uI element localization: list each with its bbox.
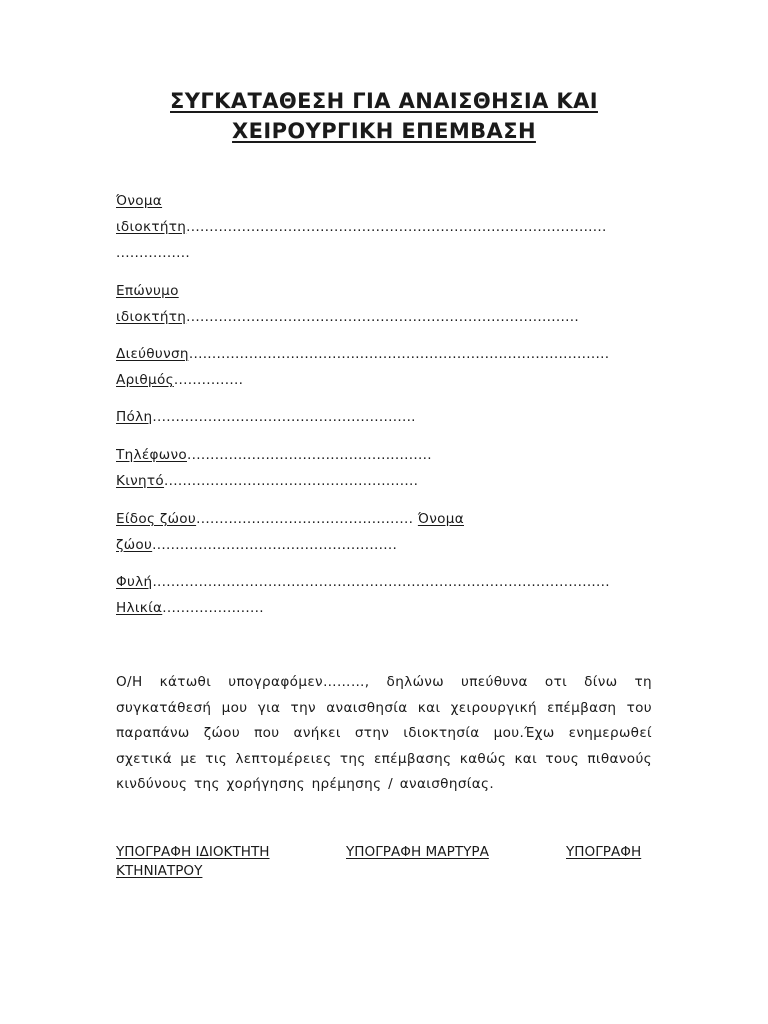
animal-name-dots: ..................................................... bbox=[152, 537, 398, 553]
owner-surname-label-cont: ιδιοκτήτη bbox=[116, 309, 187, 325]
owner-signature-label: ΥΠΟΓΡΑΦΗ ΙΔΙΟΚΤΗΤΗ bbox=[116, 844, 270, 860]
title-line-1: ΣΥΓΚΑΤΑΘΕΣΗ ΓΙΑ ΑΝΑΙΣΘΗΣΙΑ ΚΑΙ bbox=[170, 89, 598, 113]
species-dots: ............................................... bbox=[196, 511, 418, 527]
address-label: Διεύθυνση bbox=[116, 346, 189, 362]
age-dots: ...................... bbox=[162, 600, 264, 616]
mobile-field bbox=[116, 468, 656, 494]
owner-surname-dots: ..................................................................................... bbox=[186, 309, 579, 325]
number-label: Αριθμός bbox=[116, 372, 174, 388]
number-dots: ............... bbox=[173, 372, 244, 388]
mobile-label: Κινητό bbox=[116, 473, 165, 489]
address-field bbox=[116, 341, 656, 367]
city-field bbox=[116, 404, 656, 430]
city-dots: ......................................................... bbox=[152, 409, 416, 425]
document-title bbox=[100, 86, 668, 146]
owner-surname-label: Επώνυμο bbox=[116, 283, 179, 299]
mobile-dots: ....................................................... bbox=[164, 473, 419, 489]
animal-name-label-cont: ζώου bbox=[116, 537, 153, 553]
owner-name-dots: ........................................................................................... bbox=[186, 219, 607, 235]
city-label: Πόλη bbox=[116, 409, 153, 425]
breed-field bbox=[116, 569, 656, 595]
breed-label: Φυλή bbox=[116, 574, 153, 590]
animal-name-field bbox=[116, 532, 656, 558]
species-field bbox=[116, 506, 656, 532]
owner-name-label-cont: ιδιοκτήτη bbox=[116, 219, 187, 235]
species-label: Είδος ζώου bbox=[116, 511, 197, 527]
consent-paragraph: Ο/Η κάτωθι υπογραφόμεν………, δηλώνω υπεύθυνα οτι δίνω τη συγκατάθεσή μου για την αναισθησία και χειρουργική επέμβαση του παραπάνω ζώου που ανήκει στην ιδιοκτησία μου.Έχω ενημερωθεί σχετικά με τις λεπτομέρειες της επέμβασης καθώς και τους πιθανούς κινδύνους της χορήγησης ηρέμησης / αναισθησίας. bbox=[116, 674, 652, 793]
owner-name-label: Όνομα bbox=[116, 193, 163, 209]
phone-dots: ..................................................... bbox=[186, 447, 432, 463]
number-field bbox=[116, 367, 656, 393]
owner-name-line-cont bbox=[116, 240, 656, 266]
owner-name-line bbox=[116, 214, 656, 240]
owner-surname-line bbox=[116, 304, 656, 330]
vet-signature-label-cont: ΚΤΗΝΙΑΤΡΟΥ bbox=[116, 863, 203, 879]
owner-name-dots-cont: ................ bbox=[116, 245, 190, 261]
age-field bbox=[116, 595, 656, 621]
owner-name-field bbox=[116, 188, 656, 214]
age-label: Ηλικία bbox=[116, 600, 163, 616]
address-dots: ........................................................................................... bbox=[188, 346, 610, 362]
owner-surname-field bbox=[116, 278, 656, 304]
witness-signature-label: ΥΠΟΓΡΑΦΗ ΜΑΡΤΥΡΑ bbox=[346, 844, 489, 860]
animal-name-label: Όνομα bbox=[417, 511, 464, 527]
title-line-2: ΧΕΙΡΟΥΡΓΙΚΗ ΕΠΕΜΒΑΣΗ bbox=[232, 119, 536, 143]
phone-field bbox=[116, 442, 656, 468]
phone-label: Τηλέφωνο bbox=[116, 447, 187, 463]
breed-dots: ................................................................................................... bbox=[152, 574, 610, 590]
vet-signature-label: ΥΠΟΓΡΑΦΗ bbox=[566, 844, 642, 860]
